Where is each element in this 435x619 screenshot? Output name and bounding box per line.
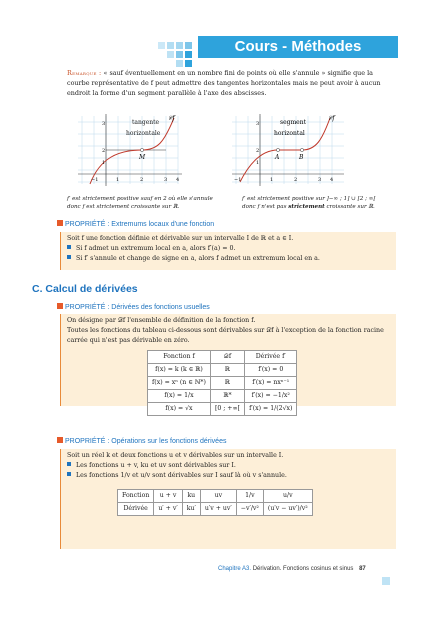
x-tick: 4 (330, 177, 334, 183)
prop-label: PROPRIÉTÉ (65, 304, 106, 311)
table-cell: f′(x) = 0 (245, 364, 297, 377)
bullet-text: Les fonctions 1/v et u/v sont dérivables sur I sauf là où v s'annule. (76, 472, 287, 479)
table-cell: u/v (263, 490, 312, 503)
table-cell: f(x) = √x (148, 403, 211, 416)
x-tick: 1 (270, 177, 274, 183)
table-header: Fonction f (148, 351, 211, 364)
table-row (148, 364, 297, 377)
derivatives-table (147, 350, 297, 416)
graph-label: tangente (132, 119, 160, 126)
prop-title: : Dérivées des fonctions usuelles (105, 304, 210, 311)
table-cell: Fonction (118, 490, 154, 503)
table-row (148, 390, 297, 403)
graph-left (78, 112, 190, 188)
bullet-text: Si f admet un extremum local en a, alors f′(a) = 0. (76, 245, 236, 252)
table-cell: 1/v (236, 490, 263, 503)
x-tick: 3 (164, 177, 168, 183)
footer-decoration (382, 577, 390, 585)
caption-line (242, 203, 402, 211)
table-cell: f′(x) = −1/x² (245, 390, 297, 403)
caption-part: croissante sur ℝ. (324, 204, 375, 210)
square-icon (57, 220, 63, 226)
y-tick: 3 (256, 121, 260, 127)
caption-part: donc f n'est pas (242, 204, 289, 210)
left-caption (67, 195, 232, 211)
property-heading-extremums (57, 220, 214, 228)
graph-label: horizontal (274, 130, 305, 137)
table-cell: f(x) = k (k ∈ ℝ) (148, 364, 211, 377)
graph-right (232, 112, 352, 188)
operations-table (117, 489, 313, 516)
property-box-derivatives (60, 314, 396, 412)
bullet-icon (67, 472, 71, 476)
page-title: Cours - Méthodes (234, 38, 362, 55)
footer-chapter: Chapitre A3. (218, 566, 252, 572)
table-cell: f(x) = xⁿ (n ∈ ℕ*) (148, 377, 211, 390)
table-row (148, 403, 297, 416)
table-cell: u′v + uv′ (200, 503, 236, 516)
property-bullet (67, 244, 390, 254)
curve-label: 𝒞f (328, 115, 335, 122)
graph-label: segment (280, 119, 306, 126)
property-heading-derivatives (57, 303, 210, 311)
bullet-icon (67, 245, 71, 249)
table-cell: f′(x) = nxⁿ⁻¹ (245, 377, 297, 390)
table-cell: Dérivée (118, 503, 154, 516)
page-footer (218, 566, 366, 572)
right-caption (242, 195, 402, 211)
property-line: Soit f une fonction définie et dérivable sur un intervalle I de ℝ et a ∈ I. (67, 235, 294, 242)
table-header-row (148, 351, 297, 364)
table-row (148, 377, 297, 390)
table-header: 𝒟f (210, 351, 244, 364)
x-tick: 4 (176, 177, 180, 183)
caption-emphasis: strictement (288, 204, 325, 210)
property-bullet (67, 254, 390, 264)
square-icon (57, 437, 63, 443)
bullet-icon (67, 255, 71, 259)
bullet-text: Si f′ s'annule et change de signe en a, alors f admet un extremum local en a. (76, 255, 320, 262)
prop-label: PROPRIÉTÉ (65, 221, 106, 228)
table-cell: [0 ; +∞[ (210, 403, 244, 416)
x-tick: 2 (140, 177, 144, 183)
curve-label: 𝒞f (168, 115, 175, 122)
bullet-text: Les fonctions u + v, ku et uv sont dérivables sur I. (76, 462, 236, 469)
table-cell: ℝ (210, 364, 244, 377)
remark-text: « sauf éventuellement en un nombre fini de points où elle s'annule » signifie que la courbe représentative de f peut admettre des tangentes horizontales mais ne peut avoir à aucun endroit la forme d'un segment parallèle à l'axe des abscisses. (67, 69, 381, 97)
x-tick: 2 (294, 177, 298, 183)
y-tick: 1 (256, 160, 260, 166)
table-row (118, 490, 313, 503)
graph-label: horizontale (126, 130, 161, 137)
caption-line: donc f est strictement croissante sur ℝ. (67, 204, 180, 210)
property-line: Soit un réel k et deux fonctions u et v dérivables sur un intervalle I. (67, 452, 284, 459)
property-bullet (67, 471, 390, 481)
x-tick: −1 (91, 177, 99, 183)
footer-text: Dérivation. Fonctions cosinus et sinus (251, 566, 354, 572)
page-number: 87 (359, 566, 366, 572)
bullet-icon (67, 462, 71, 466)
prop-title: : Extremums locaux d'une fonction (105, 221, 215, 228)
remark-label: Remarque : (67, 69, 102, 77)
point-label: M (139, 154, 146, 161)
table-cell: (u′v − uv′)/v² (263, 503, 312, 516)
table-cell: u + v (154, 490, 182, 503)
table-row (118, 503, 313, 516)
prop-title: : Opérations sur les fonctions dérivées (105, 438, 227, 445)
point-label: A (275, 154, 280, 161)
x-tick: 3 (318, 177, 322, 183)
table-cell: ℝ (210, 377, 244, 390)
y-tick: 1 (102, 160, 106, 166)
table-cell: ℝ* (210, 390, 244, 403)
property-line: Toutes les fonctions du tableau ci-dessous sont dérivables sur 𝒟f à l'exception de la fonction racine carrée qui n'est pas dérivable en zéro. (67, 327, 384, 344)
table-cell: uv (200, 490, 236, 503)
y-tick: 2 (256, 148, 260, 154)
y-tick: 2 (102, 148, 106, 154)
prop-label: PROPRIÉTÉ (65, 438, 106, 445)
table-cell: ku (182, 490, 200, 503)
x-tick: 1 (116, 177, 120, 183)
caption-line: f′ est strictement positive sur ]−∞ ; 1] ∪ [2 ; ∞[ (242, 196, 376, 202)
table-cell: f(x) = 1/x (148, 390, 211, 403)
table-cell: f′(x) = 1/(2√x) (245, 403, 297, 416)
property-bullet (67, 461, 390, 471)
table-cell: u′ + v′ (154, 503, 182, 516)
property-heading-operations (57, 437, 226, 445)
x-tick: −1 (234, 177, 242, 183)
table-header: Dérivée f′ (245, 351, 297, 364)
square-icon (57, 303, 63, 309)
caption-line: f′ est strictement positive sauf en 2 où elle s'annule (67, 196, 213, 202)
remark-paragraph (67, 68, 393, 98)
table-cell: −v′/v² (236, 503, 263, 516)
table-cell: ku′ (182, 503, 200, 516)
property-line: On désigne par 𝒟f l'ensemble de définition de la fonction f. (67, 317, 256, 324)
point-label: B (299, 154, 304, 161)
section-title: C. Calcul de dérivées (32, 283, 138, 295)
property-box-operations (60, 449, 396, 549)
property-box-extremums (60, 232, 396, 270)
header-decoration (158, 42, 198, 66)
y-tick: 3 (102, 121, 106, 127)
